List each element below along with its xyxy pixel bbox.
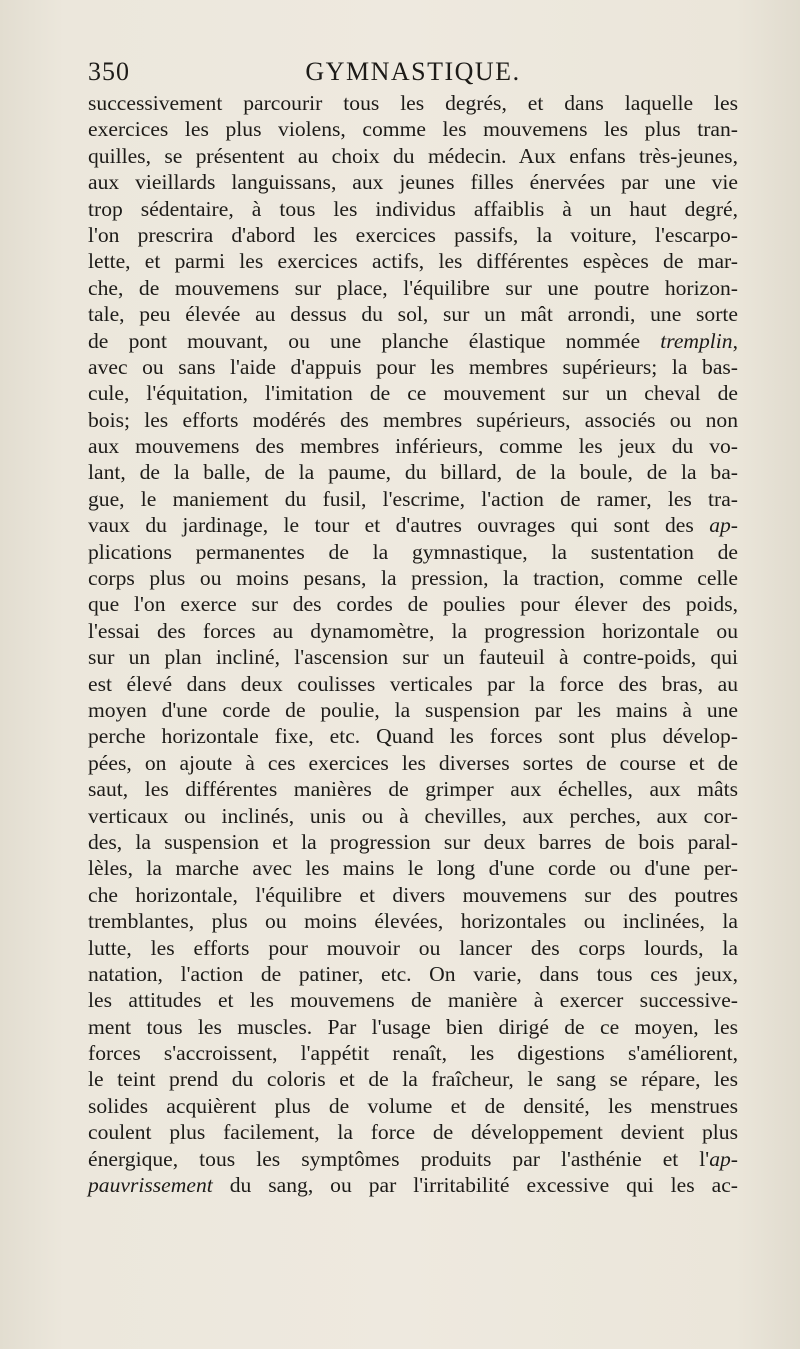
- text-line: lette, et parmi les exercices actifs, les différentes espèces de mar-: [88, 249, 738, 274]
- text-line: plications permanentes de la gymnastique, la sustentation de: [88, 539, 738, 564]
- text-line: trop sédentaire, à tous les individus affaiblis à un haut degré,: [88, 196, 738, 221]
- text-line: des, la suspension et la progression sur deux barres de bois paral-: [88, 829, 738, 854]
- text-line: lant, de la balle, de la paume, du billard, de la boule, de la ba-: [88, 460, 738, 485]
- text-line: saut, les différentes manières de grimper aux échelles, aux mâts: [88, 777, 738, 802]
- text-line: corps plus ou moins pesans, la pression, la traction, comme celle: [88, 566, 738, 591]
- page-number: 350: [88, 57, 130, 86]
- text-line: natation, l'action de patiner, etc. On varie, dans tous ces jeux,: [88, 961, 738, 986]
- text-line: lèles, la marche avec les mains le long d'une corde ou d'une per-: [88, 856, 738, 881]
- text-line: che horizontale, l'équilibre et divers mouvemens sur des poutres: [88, 882, 738, 907]
- text-line: énergique, tous les symptômes produits par l'asthénie et l'ap-: [88, 1146, 738, 1171]
- text-line: quilles, se présentent au choix du médecin. Aux enfans très-jeunes,: [88, 143, 738, 168]
- running-title: GYMNASTIQUE.: [305, 57, 521, 86]
- text-line: aux vieillards languissans, aux jeunes filles énervées par une vie: [88, 170, 738, 195]
- text-line: moyen d'une corde de poulie, la suspension par les mains à une: [88, 697, 738, 722]
- text-line: tale, peu élevée au dessus du sol, sur un mât arrondi, une sorte: [88, 302, 738, 327]
- text-line: sur un plan incliné, l'ascension sur un fauteuil à contre-poids, qui: [88, 645, 738, 670]
- text-line: exercices les plus violens, comme les mouvemens les plus tran-: [88, 117, 738, 142]
- text-line: que l'on exerce sur des cordes de poulies pour élever des poids,: [88, 592, 738, 617]
- text-line: avec ou sans l'aide d'appuis pour les membres supérieurs; la bas-: [88, 354, 738, 379]
- text-line: coulent plus facilement, la force de développement devient plus: [88, 1120, 738, 1145]
- body-text: [88, 90, 738, 1198]
- text-line: les attitudes et les mouvemens de manière à exercer successive-: [88, 988, 738, 1013]
- text-line: forces s'accroissent, l'appétit renaît, les digestions s'améliorent,: [88, 1041, 738, 1066]
- text-line: pées, on ajoute à ces exercices les diverses sortes de course et de: [88, 750, 738, 775]
- text-line: cule, l'équitation, l'imitation de ce mouvement sur un cheval de: [88, 381, 738, 406]
- text-line: gue, le maniement du fusil, l'escrime, l'action de ramer, les tra-: [88, 486, 738, 511]
- text-line: de pont mouvant, ou une planche élastique nommée tremplin,: [88, 328, 738, 353]
- text-line: l'on prescrira d'abord les exercices passifs, la voiture, l'escarpo-: [88, 222, 738, 247]
- text-line: ment tous les muscles. Par l'usage bien dirigé de ce moyen, les: [88, 1014, 738, 1039]
- text-line: bois; les efforts modérés des membres supérieurs, associés ou non: [88, 407, 738, 432]
- page-header: [88, 52, 738, 92]
- text-line: successivement parcourir tous les degrés, et dans laquelle les: [88, 91, 738, 115]
- text-line: verticaux ou inclinés, unis ou à chevilles, aux perches, aux cor-: [88, 803, 738, 828]
- text-line: lutte, les efforts pour mouvoir ou lancer des corps lourds, la: [88, 935, 738, 960]
- text-line: le teint prend du coloris et de la fraîcheur, le sang se répare, les: [88, 1067, 738, 1092]
- text-line: solides acquièrent plus de volume et de densité, les menstrues: [88, 1093, 738, 1118]
- text-line: pauvrissement du sang, ou par l'irritabilité excessive qui les ac-: [88, 1173, 738, 1198]
- text-line: aux mouvemens des membres inférieurs, comme les jeux du vo-: [88, 434, 738, 459]
- text-line: est élevé dans deux coulisses verticales par la force des bras, au: [88, 671, 738, 696]
- text-line: vaux du jardinage, le tour et d'autres ouvrages qui sont des ap-: [88, 513, 738, 538]
- text-line: perche horizontale fixe, etc. Quand les forces sont plus dévelop-: [88, 724, 738, 749]
- text-line: l'essai des forces au dynamomètre, la progression horizontale ou: [88, 618, 738, 643]
- text-line: che, de mouvemens sur place, l'équilibre sur une poutre horizon-: [88, 275, 738, 300]
- text-line: tremblantes, plus ou moins élevées, horizontales ou inclinées, la: [88, 909, 738, 934]
